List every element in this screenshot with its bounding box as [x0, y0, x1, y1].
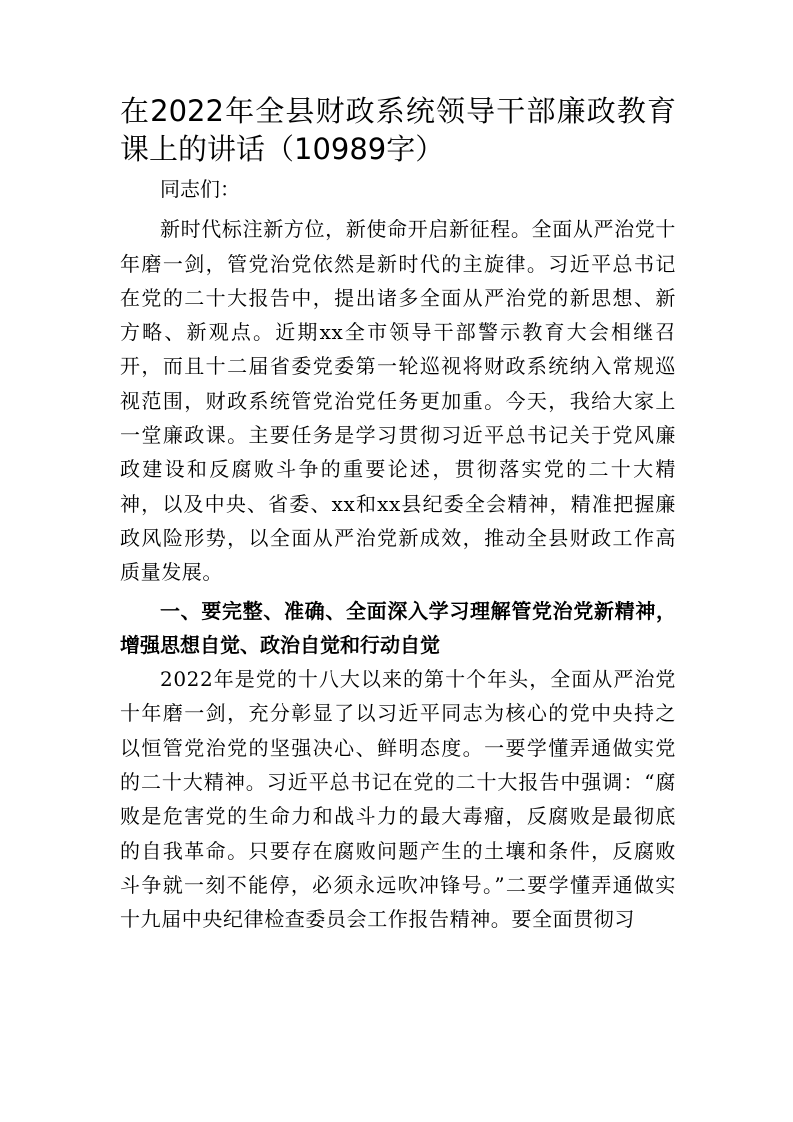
intro-paragraph: 新时代标注新方位，新使命开启新征程。全面从严治党十年磨一剑，管党治党依然是新时代的主旋律。习近平总书记在党的二十大报告中，提出诸多全面从严治党的新思想、新方略、新观点。近期xx全市领导干部警示教育大会相继召开，而且十二届省委党委第一轮巡视将财政系统纳入常规巡视范围，财政系统管党治党任务更加重。今天，我给大家上一堂廉政课。主要任务是学习贯彻习近平总书记关于党风廉政建设和反腐败斗争的重要论述，贯彻落实党的二十大精神，以及中央、省委、xx和xx县纪委全会精神，精准把握廉政风险形势，以全面从严治党新成效，推动全县财政工作高质量发展。 — [120, 217, 676, 585]
section-paragraph: 2022年是党的十八大以来的第十个年头，全面从严治党十年磨一剑，充分彰显了以习近平同志为核心的党中央持之以恒管党治党的坚强决心、鲜明态度。一要学懂弄通做实党的二十大精神。习近平总书记在党的二十大报告中强调：“腐败是危害党的生命力和战斗力的最大毒瘤，反腐败是最彻底的自我革命。只要存在腐败问题产生的土壤和条件，反腐败斗争就一刻不能停，必须永远吹冲锋号。”二要学懂弄通做实十九届中央纪律检查委员会工作报告精神。要全面贯彻习 — [120, 667, 676, 932]
document-title: 在2022年全县财政系统领导干部廉政教育课上的讲话（10989字） — [120, 94, 676, 166]
greeting: 同志们： — [160, 177, 240, 201]
document-body — [120, 92, 676, 937]
section-heading: 一、要完整、准确、全面深入学习理解管党治党新精神，增强思想自觉、政治自觉和行动自觉 — [120, 598, 676, 657]
